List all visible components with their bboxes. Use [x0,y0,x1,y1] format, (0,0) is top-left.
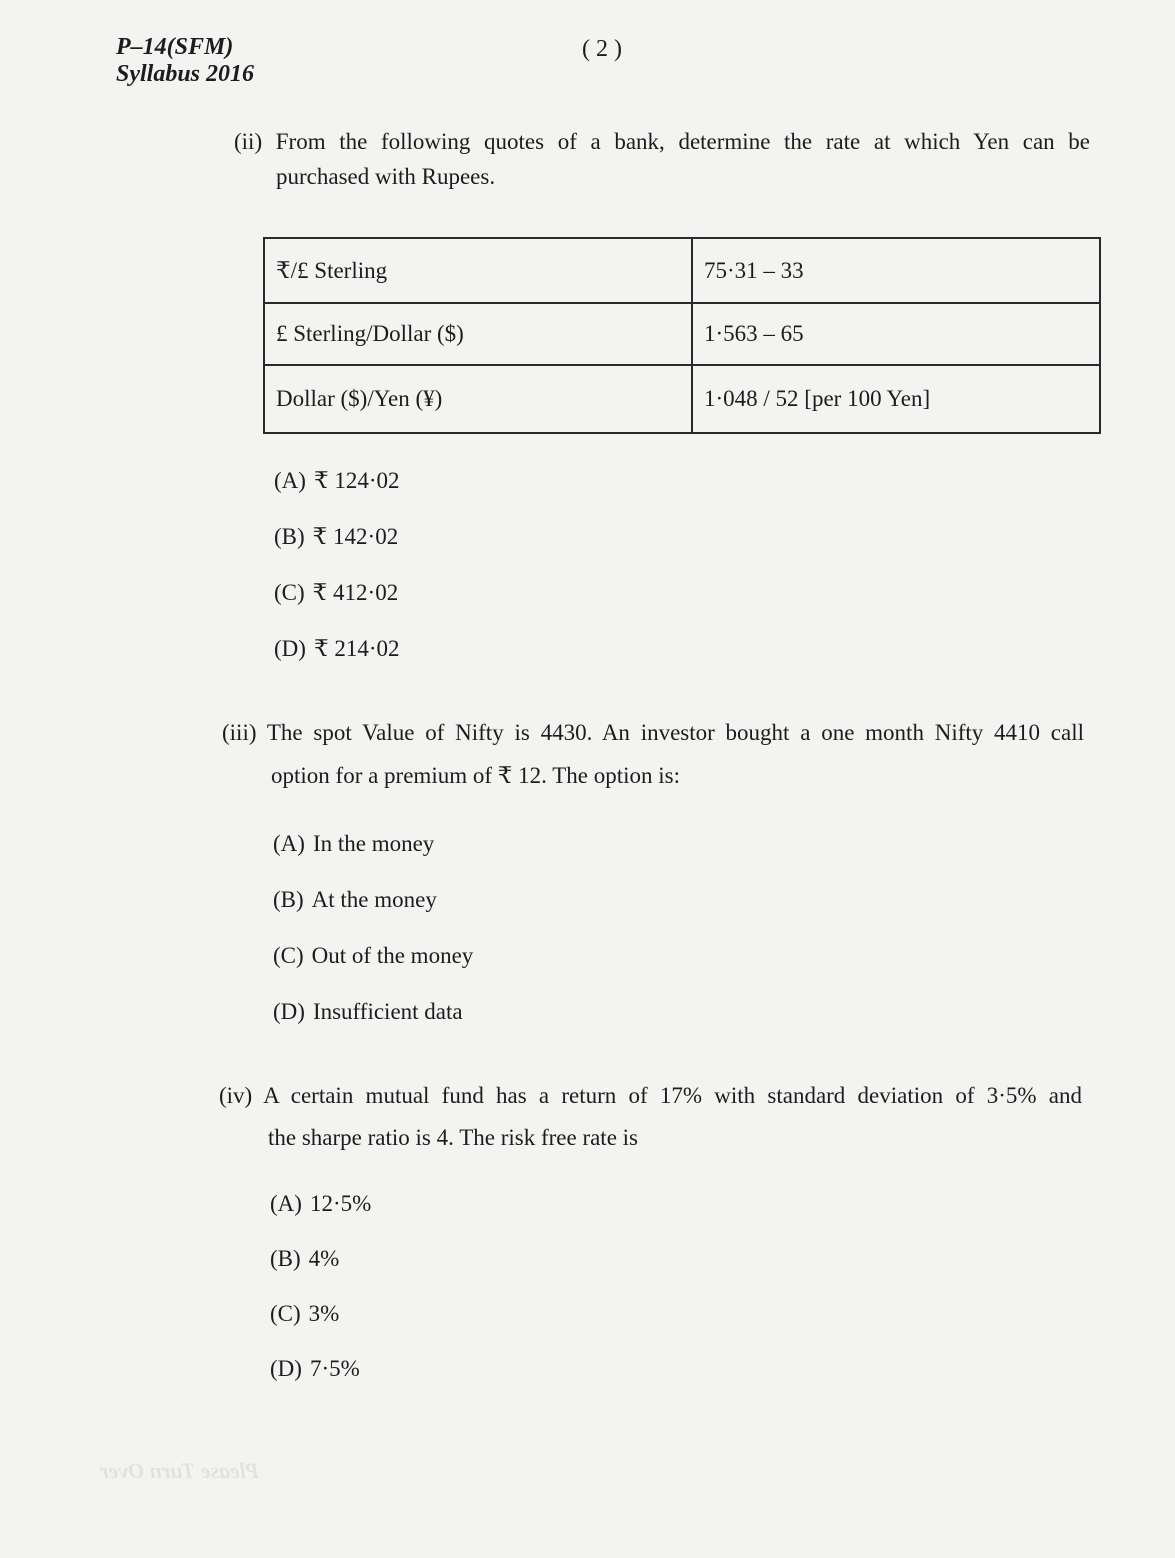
option-label: (A) [270,1191,302,1216]
option-text: ₹ 412·02 [312,580,399,605]
option-ii-d [274,636,399,662]
option-label: (C) [270,1301,301,1326]
option-text: ₹ 124·02 [313,468,400,493]
bleed-through-footer: Please Turn Over [100,1458,260,1483]
quote-cell: 1·563 – 65 [692,303,1100,365]
quote-cell: 75·31 – 33 [692,238,1100,303]
option-iii-b [273,887,437,913]
option-iv-a [270,1191,371,1217]
paper-code: P–14(SFM) [116,34,234,60]
syllabus-label: Syllabus 2016 [116,61,255,87]
quotes-table [263,237,1101,434]
question-ii-line1 [234,130,1090,153]
quote-cell: 1·048 / 52 [per 100 Yen] [692,365,1100,433]
option-text: At the money [311,887,437,912]
option-text: 4% [308,1246,340,1271]
option-ii-b [274,524,398,550]
question-iv-number: (iv) [219,1083,253,1108]
option-label: (C) [273,943,304,968]
option-iii-a [273,831,434,857]
option-label: (C) [274,580,305,605]
option-label: (A) [274,468,306,493]
currency-pair-cell: Dollar ($)/Yen (¥) [264,365,692,433]
question-ii-text: From the following quotes of a bank, determine the rate at which Yen can be [275,129,1091,154]
question-iii-line1 [222,721,1084,744]
option-iii-c [273,943,473,969]
option-label: (B) [273,887,304,912]
option-iv-b [270,1246,339,1272]
option-ii-c [274,580,398,606]
table-row [264,303,1100,365]
option-label: (B) [274,524,305,549]
question-iii-line2: option for a premium of ₹ 12. The option is: [271,763,680,788]
option-ii-a [274,468,399,494]
option-text: 12·5% [309,1191,372,1216]
currency-pair-cell: £ Sterling/Dollar ($) [264,303,692,365]
table-row [264,365,1100,433]
option-iv-c [270,1301,339,1327]
option-label: (B) [270,1246,301,1271]
option-text: ₹ 214·02 [313,636,400,661]
option-text: In the money [312,831,435,856]
option-text: ₹ 142·02 [312,524,399,549]
currency-pair-cell: ₹/£ Sterling [264,238,692,303]
question-iv-line1 [219,1084,1082,1107]
option-text: Out of the money [311,943,474,968]
table-row [264,238,1100,303]
option-text: 3% [308,1301,340,1326]
question-ii-line2: purchased with Rupees. [276,164,496,189]
question-iv-line2: the sharpe ratio is 4. The risk free rate is [268,1125,638,1150]
option-text: 7·5% [309,1356,360,1381]
option-label: (D) [273,999,305,1024]
option-label: (D) [274,636,306,661]
question-ii-number: (ii) [234,129,263,154]
question-iii-number: (iii) [222,720,257,745]
question-iii-text: The spot Value of Nifty is 4430. An investor bought a one month Nifty 4410 call [266,720,1084,745]
option-label: (D) [270,1356,302,1381]
option-iv-d [270,1356,360,1382]
option-label: (A) [273,831,305,856]
option-iii-d [273,999,463,1025]
page-number: ( 2 ) [582,36,622,62]
question-iv-text: A certain mutual fund has a return of 17% with standard deviation of 3·5% and [263,1083,1082,1108]
option-text: Insufficient data [312,999,463,1024]
